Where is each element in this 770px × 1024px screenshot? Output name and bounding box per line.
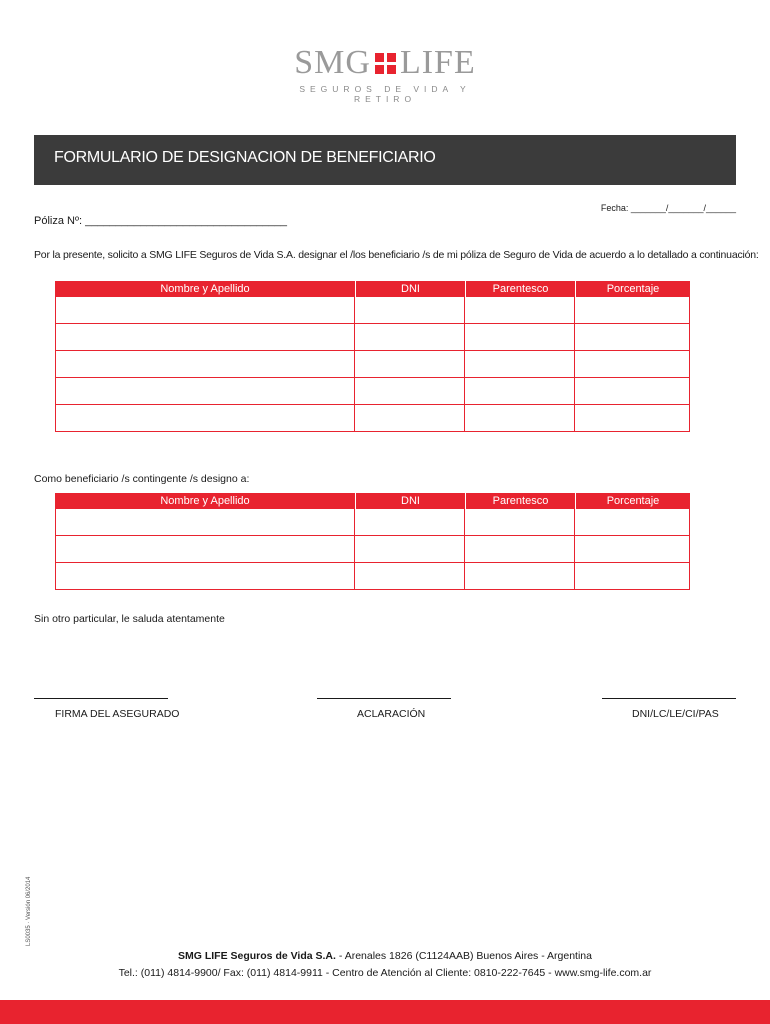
closing-text: Sin otro particular, le saluda atentamente — [34, 613, 225, 625]
header-nombre: Nombre y Apellido — [55, 493, 355, 509]
table-row — [55, 324, 690, 351]
cell-dni[interactable] — [355, 405, 465, 432]
intro-text: Por la presente, solicito a SMG LIFE Seguros de Vida S.A. designar el /los beneficiario /s de mi póliza de Seguro de Vida de acuerdo a lo detallado a continuación: — [34, 249, 759, 261]
footer-accent-bar — [0, 1000, 770, 1024]
header-porcentaje: Porcentaje — [575, 281, 690, 297]
header-parentesco: Parentesco — [465, 281, 575, 297]
cell-parentesco[interactable] — [465, 563, 575, 590]
table-row — [55, 351, 690, 378]
cell-nombre[interactable] — [55, 378, 355, 405]
cell-parentesco[interactable] — [465, 509, 575, 536]
cell-dni[interactable] — [355, 509, 465, 536]
cell-porcentaje[interactable] — [575, 563, 690, 590]
beneficiaries-table — [55, 281, 690, 432]
cell-nombre[interactable] — [55, 351, 355, 378]
table-row — [55, 297, 690, 324]
cell-nombre[interactable] — [55, 405, 355, 432]
table-row — [55, 405, 690, 432]
logo-word-life: LIFE — [399, 44, 476, 81]
cell-parentesco[interactable] — [465, 405, 575, 432]
header-parentesco: Parentesco — [465, 493, 575, 509]
policy-number-field[interactable]: Póliza Nº: _________________________________ — [34, 215, 287, 227]
cell-parentesco[interactable] — [465, 324, 575, 351]
header-porcentaje: Porcentaje — [575, 493, 690, 509]
signature-line-asegurado[interactable] — [34, 698, 168, 699]
contingent-beneficiaries-table — [55, 493, 690, 590]
footer-address-line — [0, 950, 770, 962]
footer-address: - Arenales 1826 (C1124AAB) Buenos Aires - Argentina — [335, 950, 592, 962]
table-row — [55, 378, 690, 405]
table-row — [55, 536, 690, 563]
date-field[interactable]: Fecha: _______/_______/______ — [600, 203, 736, 213]
cell-parentesco[interactable] — [465, 378, 575, 405]
signature-label-documento: DNI/LC/LE/CI/PAS — [632, 708, 719, 720]
cell-nombre[interactable] — [55, 509, 355, 536]
cell-porcentaje[interactable] — [575, 536, 690, 563]
cell-dni[interactable] — [355, 297, 465, 324]
cell-dni[interactable] — [355, 378, 465, 405]
company-logo — [268, 44, 502, 104]
contingent-label: Como beneficiario /s contingente /s designo a: — [34, 473, 250, 485]
form-version-code: LS0035 · Versión 06/2014 — [26, 876, 32, 946]
title-banner — [34, 135, 736, 185]
cell-nombre[interactable] — [55, 297, 355, 324]
signature-line-aclaracion[interactable] — [317, 698, 451, 699]
cell-porcentaje[interactable] — [575, 351, 690, 378]
cell-parentesco[interactable] — [465, 297, 575, 324]
table-header-row — [55, 281, 690, 297]
cell-nombre[interactable] — [55, 536, 355, 563]
cell-nombre[interactable] — [55, 563, 355, 590]
table-row — [55, 563, 690, 590]
cell-porcentaje[interactable] — [575, 405, 690, 432]
signature-label-asegurado: FIRMA DEL ASEGURADO — [55, 708, 180, 720]
logo-word-smg: SMG — [294, 44, 371, 81]
footer-contact: Tel.: (011) 4814-9900/ Fax: (011) 4814-9911 - Centro de Atención al Cliente: 0810-222-7645 - www.smg-life.com.ar — [118, 967, 652, 979]
cell-dni[interactable] — [355, 324, 465, 351]
cell-porcentaje[interactable] — [575, 324, 690, 351]
cell-porcentaje[interactable] — [575, 297, 690, 324]
cell-dni[interactable] — [355, 351, 465, 378]
cell-parentesco[interactable] — [465, 536, 575, 563]
header-dni: DNI — [355, 281, 465, 297]
table-header-row — [55, 493, 690, 509]
logo-tagline: SEGUROS DE VIDA Y RETIRO — [299, 84, 471, 104]
footer-company: SMG LIFE Seguros de Vida S.A. — [178, 950, 336, 962]
table-row — [55, 509, 690, 536]
cell-nombre[interactable] — [55, 324, 355, 351]
cell-dni[interactable] — [355, 536, 465, 563]
header-dni: DNI — [355, 493, 465, 509]
cell-porcentaje[interactable] — [575, 378, 690, 405]
form-title: FORMULARIO DE DESIGNACION DE BENEFICIARIO — [54, 149, 436, 166]
logo-mark-icon — [375, 53, 396, 74]
cell-dni[interactable] — [355, 563, 465, 590]
cell-parentesco[interactable] — [465, 351, 575, 378]
signature-line-documento[interactable] — [602, 698, 736, 699]
header-nombre: Nombre y Apellido — [55, 281, 355, 297]
cell-porcentaje[interactable] — [575, 509, 690, 536]
signature-label-aclaracion: ACLARACIÓN — [357, 708, 426, 720]
